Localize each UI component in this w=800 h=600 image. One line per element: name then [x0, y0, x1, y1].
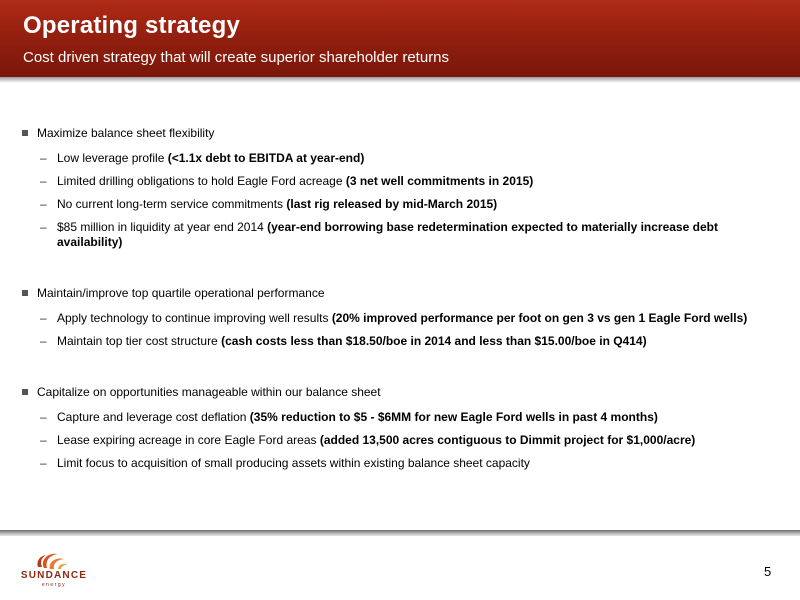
sub-bullet-detail: (20% improved performance per foot on gen 3 vs gen 1 Eagle Ford wells) [331, 311, 748, 325]
main-bullet-label: Capitalize on opportunities manageable within our balance sheet [37, 385, 381, 399]
main-bullet [0, 123, 800, 143]
dash-bullet-icon: – [40, 433, 47, 447]
sub-bullet-text: Limited drilling obligations to hold Eagle Ford acreage [57, 174, 346, 188]
dash-bullet-icon: – [40, 197, 47, 211]
sub-bullet [0, 151, 800, 166]
sub-bullet-detail: (3 net well commitments in 2015) [345, 174, 534, 188]
sub-bullet-text: Low leverage profile [57, 151, 168, 165]
sub-bullet-detail: (cash costs less than $18.50/boe in 2014 and less than $15.00/boe in Q414) [221, 334, 647, 348]
sub-bullet [0, 334, 800, 349]
main-bullet [0, 382, 800, 402]
section-operational-performance [0, 283, 800, 349]
dash-bullet-icon: – [40, 220, 47, 234]
slide-content [0, 123, 800, 476]
square-bullet-icon [22, 389, 28, 395]
sub-bullet [0, 220, 800, 250]
sub-bullet-text: Capture and leverage cost deflation [57, 410, 250, 424]
main-bullet-label: Maintain/improve top quartile operational performance [37, 286, 325, 300]
dash-bullet-icon: – [40, 151, 47, 165]
sub-bullet [0, 410, 800, 425]
sun-swirl-icon [14, 548, 94, 572]
sub-bullet [0, 197, 800, 212]
header-divider [0, 77, 800, 83]
square-bullet-icon [22, 130, 28, 136]
sub-bullet-detail: (year-end borrowing base redetermination expected to materially increase debt availability) [57, 220, 718, 249]
page-number: 5 [764, 564, 772, 579]
sub-bullet [0, 456, 800, 471]
sub-bullet [0, 174, 800, 189]
sub-bullet-text: $85 million in liquidity at year end 2014 [57, 220, 268, 234]
sub-bullet [0, 433, 800, 448]
sub-bullet-detail: (added 13,500 acres contiguous to Dimmit project for $1,000/acre) [319, 433, 696, 447]
sub-bullet [0, 311, 800, 326]
section-opportunities [0, 382, 800, 471]
sub-bullet-text: Apply technology to continue improving well results [57, 311, 332, 325]
logo-tagline: energy [41, 582, 67, 588]
sub-bullet-text: Lease expiring acreage in core Eagle Ford areas [57, 433, 320, 447]
main-bullet [0, 283, 800, 303]
dash-bullet-icon: – [40, 334, 47, 348]
footer-divider [0, 530, 800, 536]
square-bullet-icon [22, 290, 28, 296]
slide-subtitle: Cost driven strategy that will create superior shareholder returns [23, 49, 450, 66]
sub-bullet-text: No current long-term service commitments [57, 197, 287, 211]
slide-title: Operating strategy [23, 12, 240, 39]
sub-bullet-text: Maintain top tier cost structure [57, 334, 222, 348]
sub-bullet-detail: (last rig released by mid-March 2015) [286, 197, 498, 211]
sub-bullet-detail: (35% reduction to $5 - $6MM for new Eagle Ford wells in past 4 months) [249, 410, 658, 424]
section-balance-sheet [0, 123, 800, 250]
logo-wordmark: SUNDANCE [20, 570, 88, 581]
sundance-logo [14, 548, 94, 592]
sub-bullet-detail: (<1.1x debt to EBITDA at year-end) [167, 151, 365, 165]
sub-bullet-text: Limit focus to acquisition of small producing assets within existing balance sheet capacity [57, 456, 530, 470]
dash-bullet-icon: – [40, 456, 47, 470]
dash-bullet-icon: – [40, 174, 47, 188]
slide-header [0, 0, 800, 77]
dash-bullet-icon: – [40, 311, 47, 325]
dash-bullet-icon: – [40, 410, 47, 424]
main-bullet-label: Maximize balance sheet flexibility [37, 126, 215, 140]
